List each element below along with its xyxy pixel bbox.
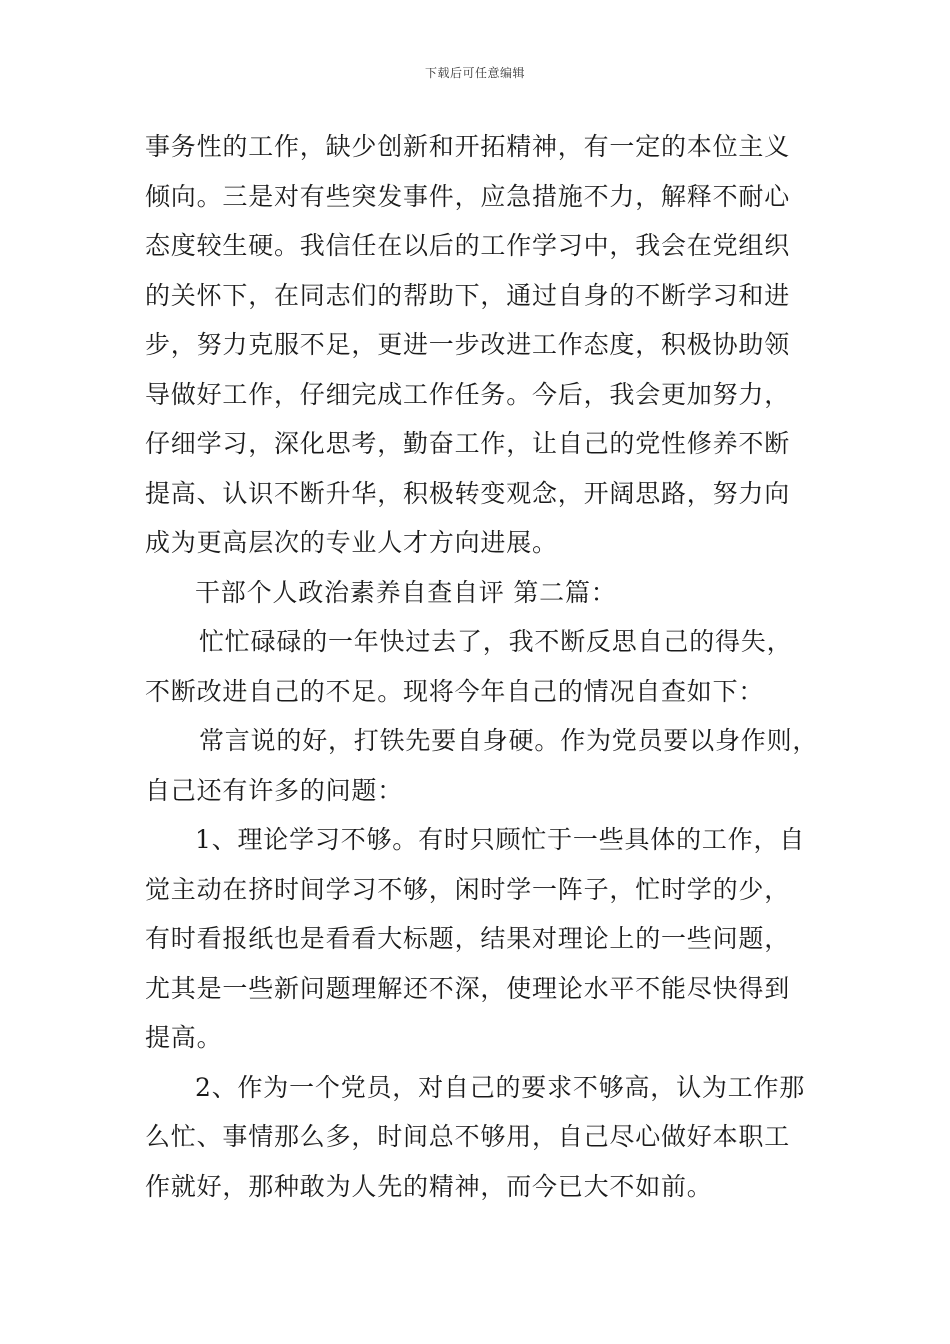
text-line: 么忙、事情那么多，时间总不够用，自己尽心做好本职工 [145,1122,791,1151]
section-heading: 干部个人政治素养自查自评 第二篇： [195,577,617,607]
text-line: 事务性的工作，缺少创新和开拓精神，有一定的本位主义 [145,132,791,161]
text-line: 不断改进自己的不足。现将今年自己的情况自查如下： [145,676,765,706]
text-line: 觉主动在挤时间学习不够，闲时学一阵子，忙时学的少， [145,874,791,904]
text-line: 的关怀下，在同志们的帮助下，通过自身的不断学习和进 [145,280,791,310]
text-line: 自己还有许多的问题： [145,775,404,805]
list-item-first-line: 2、作为一个党员，对自己的要求不够高，认为工作那 [195,1072,806,1102]
text-line: 尤其是一些新问题理解还不深，使理论水平不能尽快得到 [145,973,791,1003]
text-line: 作就好，那种敢为人先的精神，而今已大不如前。 [145,1171,713,1201]
text-line: 提高、认识不断升华，积极转变观念，开阔思路，努力向 [145,478,791,508]
page-header-note: 下载后可任意编辑 [424,66,525,80]
text-line: 导做好工作，仔细完成工作任务。今后，我会更加努力， [145,379,791,409]
list-item-first-line: 1、理论学习不够。有时只顾忙于一些具体的工作，自 [195,825,806,854]
paragraph-first-line: 忙忙碌碌的一年快过去了，我不断反思自己的得失， [199,627,793,656]
text-line: 态度较生硬。我信任在以后的工作学习中，我会在党组织 [145,231,791,260]
document-body [145,122,835,1211]
text-line: 成为更高层次的专业人才方向进展。 [145,528,558,557]
text-line: 仔细学习，深化思考，勤奋工作，让自己的党性修养不断 [145,429,791,458]
text-line: 步，努力克服不足，更进一步改进工作态度，积极协助领 [145,330,791,359]
paragraph-first-line: 常言说的好，打铁先要自身硬。作为党员要以身作则， [199,726,819,755]
text-line: 有时看报纸也是看看大标题，结果对理论上的一些问题， [145,924,791,953]
text-line: 提高。 [145,1023,223,1052]
text-line: 倾向。三是对有些突发事件，应急措施不力，解释不耐心 [145,181,791,211]
